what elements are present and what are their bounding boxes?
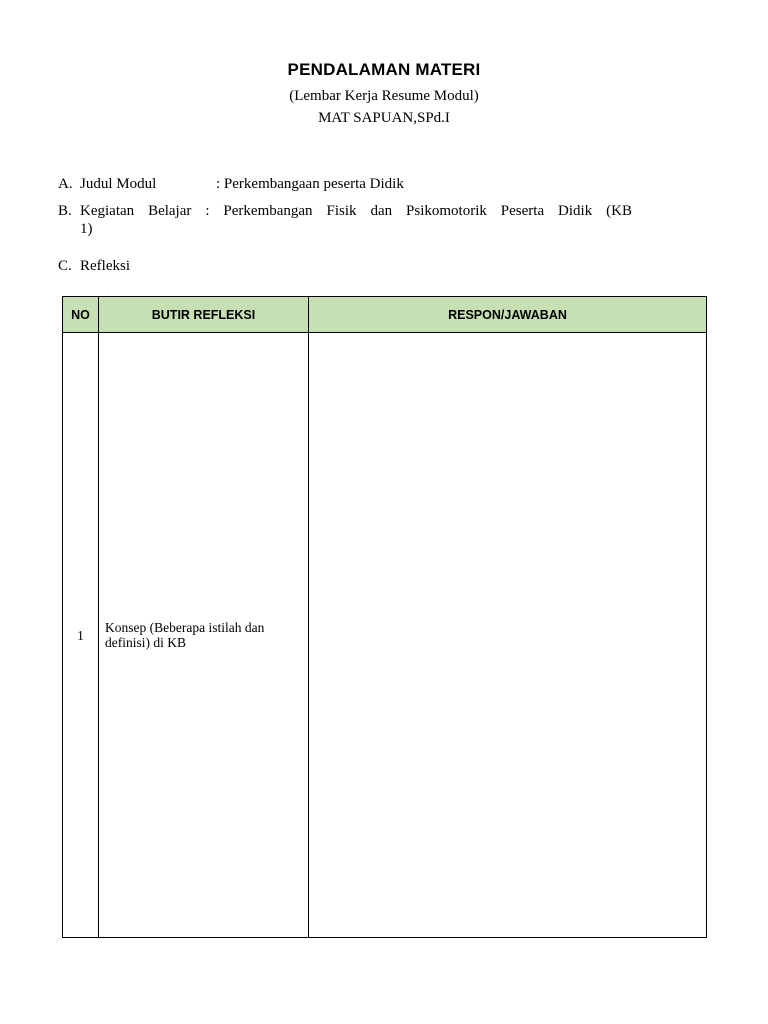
item-letter: B. (58, 203, 72, 219)
table-row (63, 333, 707, 938)
reflection-table (62, 296, 707, 938)
page-subtitle: (Lembar Kerja Resume Modul) (289, 88, 479, 104)
page-title: PENDALAMAN MATERI (287, 60, 481, 79)
respon-jawaban-cell[interactable] (309, 333, 707, 938)
item-value: : Perkembangaan peserta Didik (216, 176, 404, 192)
butir-refleksi-text: Konsep (Beberapa istilah dan definisi) di KB (105, 620, 265, 650)
item-letter: A. (58, 176, 73, 192)
item-label: Refleksi (80, 258, 130, 274)
column-header-butir-refleksi: BUTIR REFLEKSI (99, 297, 309, 333)
item-label: Kegiatan Belajar : (80, 203, 210, 219)
item-letter: C. (58, 258, 72, 274)
item-value-continuation: 1) (80, 221, 93, 237)
column-header-respon-jawaban: RESPON/JAWABAN (309, 297, 707, 333)
table-header-row (63, 297, 707, 333)
item-value: Perkembangan Fisik dan Psikomotorik Peserta Didik (KB (223, 203, 632, 219)
column-header-no: NO (63, 297, 99, 333)
item-label: Judul Modul (80, 176, 157, 192)
row-number-cell: 1 (63, 333, 99, 938)
author-name: MAT SAPUAN,SPd.I (318, 110, 450, 126)
butir-refleksi-cell (99, 333, 309, 938)
